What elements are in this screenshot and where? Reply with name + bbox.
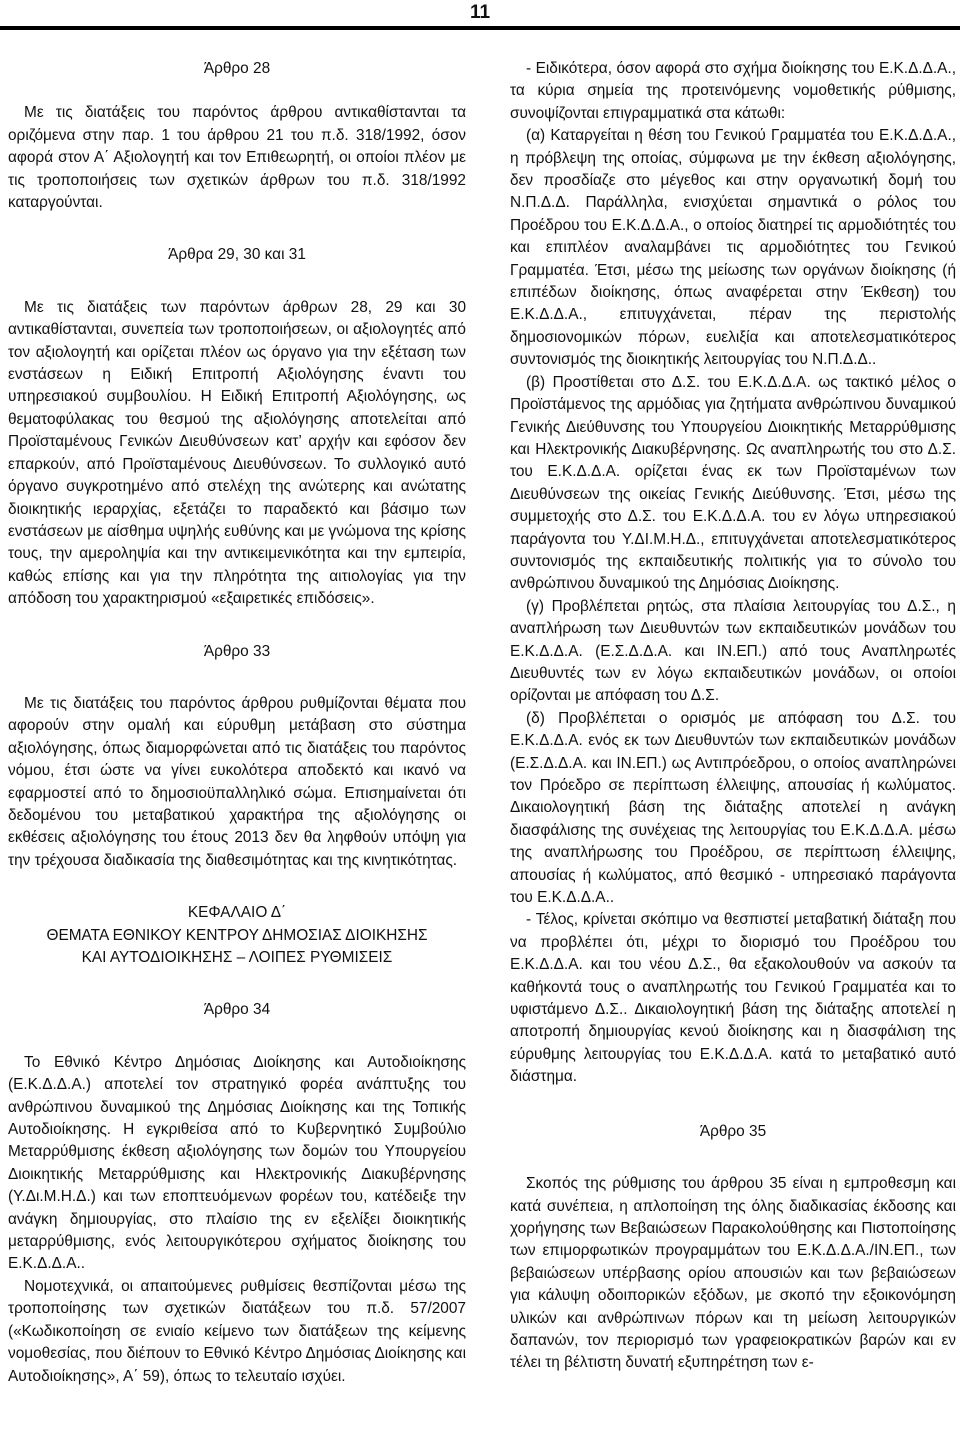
chapter-heading-line-2: ΘΕΜΑΤΑ ΕΘΝΙΚΟΥ ΚΕΝΤΡΟΥ ΔΗΜΟΣΙΑΣ ΔΙΟΙΚΗΣΗΣ <box>46 926 428 944</box>
article-34-paragraph-2: Νομοτεχνικά, οι απαιτούμενες ρυθμίσεις θεσπίζονται μέσω της τροποποίησης των σχετικών διατάξεων του π.δ. 57/2007 («Κωδικοποίηση σε ενιαίο κείμενο των διατάξεων της κείμενης νομοθεσίας, που διέπουν το Εθνικό Κέντρο Δημόσιας Διοίκησης και Αυτοδιοίκησης», Α΄ 59), όπως το τελευταίο ισχύει. <box>8 1277 466 1385</box>
article-29-31-title: Άρθρα 29, 30 και 31 <box>168 246 306 264</box>
right-paragraph-b: (β) Προστίθεται στο Δ.Σ. του Ε.Κ.Δ.Δ.Α. ως τακτικό μέλος ο Προϊστάμενος της αρμόδιας για ζητήματα ανθρώπινου δυναμικού Γενικής Διεύθυνσης του Υπουργείου Διοικητικής Μεταρρύθμισης και Ηλεκτρονικής Διακυβέρνησης. Ως αναπληρωτής του στο Δ.Σ. του Ε.Κ.Δ.Δ.Α. ορίζεται ένας εκ των Προϊσταμένων των Διευθύνσεων της οικείας Γενικής Διεύθυνσης. Έτσι, μέσω της συμμετοχής στο Δ.Σ. του Ε.Κ.Δ.Δ.Α. του εν λόγω υπηρεσιακού παράγοντα του Υ.ΔΙ.Μ.Η.Δ., επιτυγχάνεται αποτελεσματικότερος συντονισμός της εκπαιδευτικής πολιτικής για το σύνολο του ανθρώπινου δυναμικού της Δημόσιας Διοίκησης. <box>510 373 956 593</box>
header-rule <box>0 26 960 30</box>
article-35-title: Άρθρο 35 <box>699 1122 767 1140</box>
right-paragraph-c: (γ) Προβλέπεται ρητώς, στα πλαίσια λειτουργίας του Δ.Σ., η αναπλήρωση των Διευθυντών των εκπαιδευτικών μονάδων του Ε.Κ.Δ.Δ.Α. (Ε.Σ.Δ.Δ.Α. και ΙΝ.ΕΠ.) από τους Αναπληρωτές Διευθυντές των εν λόγω εκπαιδευτικών μονάδων, οι οποίοι ορίζονται με απόφαση του Δ.Σ. <box>510 597 956 705</box>
right-paragraph-a: (α) Καταργείται η θέση του Γενικού Γραμματέα του Ε.Κ.Δ.Δ.Α., η πρόβλεψη της οποίας, σύμφωνα με την έκθεση αξιολόγησης, δεν προσδίαζε στο μέγεθος και στην οργανωτική δομή του Ν.Π.Δ.Δ. Παράλληλα, ενισχύεται σημαντικά ο ρόλος του Προέδρου του Ε.Κ.Δ.Δ.Α., ο οποίος διατηρεί τις αρμοδιότητές του και επιπλέον αναλαμβάνει τις αρμοδιότητες του Γενικού Γραμματέα. Έτσι, μέσω της μείωσης των οργάνων διοίκησης (ή επιπέδων διοίκησης, όπως αναφέρεται στην Έκθεση) του Ε.Κ.Δ.Δ.Α., επιτυγχάνεται, πέραν της περιστολής δημοσιονομικών πόρων, ευελιξία και αποτελεσματικότερος συντονισμός της διοικητικής λειτουργίας του Ν.Π.Δ.Δ.. <box>510 127 956 369</box>
right-paragraph-d: (δ) Προβλέπεται ο ορισμός με απόφαση του Δ.Σ. του Ε.Κ.Δ.Δ.Α. ενός εκ των Διευθυντών των εκπαιδευτικών μονάδων (Ε.Σ.Δ.Δ.Α. και ΙΝ.ΕΠ.) ως Αντιπρόεδρου, ο οποίος αναπληρώνει τον Πρόεδρο σε περίπτωση έλλειψης, απουσίας ή κωλύματος. Δικαιολογητική βάση της διάταξης αποτελεί η ανάγκη διασφάλισης της συνέχειας της λειτουργίας του Ε.Κ.Δ.Δ.Α. μέσω της αναπλήρωσης του Προέδρου, σε περίπτωση έλλειψης, απουσίας ή κωλύματος, από θεσμικό - υπηρεσιακό παράγοντα του Ε.Κ.Δ.Δ.Α.. <box>510 709 956 907</box>
chapter-heading-line-3: ΚΑΙ ΑΥΤΟΔΙΟΙΚΗΣΗΣ – ΛΟΙΠΕΣ ΡΥΘΜΙΣΕΙΣ <box>81 949 393 966</box>
right-paragraph-final: - Τέλος, κρίνεται σκόπιμο να θεσπιστεί μεταβατική διάταξη που να προβλέπει ότι, μέχρι το διορισμό του Προέδρου του Ε.Κ.Δ.Δ.Α. και του νέου Δ.Σ., θα εξακολουθούν να ασκούν τα καθήκοντά τους ο αναπληρωτής του Γενικού Γραμματέα και το υφιστάμενο Δ.Σ.. Δικαιολογητική βάση της διάταξης αποτελεί η αποτροπή δημιουργίας κενού διοίκησης και η διασφάλιση της εύρυθμης λειτουργίας του Ε.Κ.Δ.Δ.Α. κατά το μεταβατικό αυτό διάστημα. <box>510 911 956 1086</box>
article-29-31-paragraph: Με τις διατάξεις των παρόντων άρθρων 28, 29 και 30 αντικαθίστανται, συνεπεία των τροποποιήσεων, οι αξιολογητές από τον αξιολογητή και ορίζεται πλέον ως όργανο για την εξέταση των ενστάσεων η Ειδική Επιτροπή Αξιολόγησης έναντι του υπηρεσιακού συμβουλίου. Η Ειδική Επιτροπή Αξιολόγησης, ως θεματοφύλακας του θεσμού της αξιολόγησης αποτελείται από Προϊσταμένους Γενικών Διευθύνσεων κατ’ αρχήν και εφόσον δεν επαρκούν, από Προϊσταμένους Διευθύνσεων. Το συλλογικό αυτό όργανο συγκροτημένο από στελέχη της ανώτερης και ανώτατης διοικητικής ιεραρχίας, εξετάζει το παραδεκτό και βάσιμο των ενστάσεων με αίσθημα υψηλής ευθύνης και με γνώμονα της κρίσης τους, την αμεροληψία και την αντικειμενικότητα και την εμπειρία, καθώς επίσης και για την πληρότητα της αιτιολογίας για την απόδοση του χαρακτηρισμού «εξαιρετικές επιδόσεις». <box>8 298 466 608</box>
chapter-heading-line-1: ΚΕΦΑΛΑΙΟ Δ΄ <box>187 904 287 922</box>
article-33-title: Άρθρο 33 <box>203 642 271 660</box>
left-column <box>8 58 466 1388</box>
article-28-paragraph: Με τις διατάξεις του παρόντος άρθρου αντικαθίστανται τα οριζόμενα στην παρ. 1 του άρθρου 21 του π.δ. 318/1992, όσον αφορά στον Α΄ Αξιολογητή και τον Επιθεωρητή, οι οποίοι πλέον με τις τροποποιήσεις των σχετικών άρθρων του π.δ. 318/1992 καταργούνται. <box>8 104 466 212</box>
article-28-title: Άρθρο 28 <box>203 60 271 77</box>
article-34-title: Άρθρο 34 <box>203 1001 271 1019</box>
right-paragraph-1: - Ειδικότερα, όσον αφορά στο σχήμα διοίκησης του Ε.Κ.Δ.Δ.Α., τα κύρια σημεία της προτεινόμενης νομοθετικής ρύθμισης, συνοψίζονται επιγραμματικά στα κάτωθι: <box>510 60 956 122</box>
article-35-paragraph: Σκοπός της ρύθμισης του άρθρου 35 είναι η εμπροθεσμη και κατά συνέπεια, η απλοποίηση της όλης διαδικασίας έκδοσης και χορήγησης των Βεβαιώσεων Παρακολούθησης και Πιστοποίησης των επιμορφωτικών προγραμμάτων του Ε.Κ.Δ.Δ.Α./ΙΝ.ΕΠ., των βεβαιώσεων υπέρβασης ορίου απουσιών και των βεβαιώσεων για κάλυψη οδοιπορικών εξόδων, με σκοπό την εξοικονόμηση υλικών και ανθρώπινων πόρων και τη μείωση λειτουργικών δαπανών, τον περιορισμό των γραφειοκρατικών βαρών και εν τέλει τη βέλτιστη δυνατή εξυπηρέτηση των ε- <box>510 1175 956 1372</box>
right-column <box>510 58 956 1375</box>
article-34-paragraph-1: Το Εθνικό Κέντρο Δημόσιας Διοίκησης και Αυτοδιοίκησης (Ε.Κ.Δ.Δ.Α.) αποτελεί τον στρατηγικό φορέα ανάπτυξης του ανθρώπινου δυναμικού της Δημόσιας Διοίκησης και της Τοπικής Αυτοδιοίκησης. Η εγκριθείσα από το Κυβερνητικό Συμβούλιο Μεταρρύθμισης έκθεση αξιολόγησης των δομών του Υπουργείου Διοικητικής Μεταρρύθμισης και Ηλεκτρονικής Διακυβέρνησης (Υ.Δι.Μ.Η.Δ.) και των εποπτευόμενων φορέων του, κατέδειξε την ανάγκη δημιουργίας, στο πλαίσιο της εν εξελίξει διοικητικής μεταρρύθμισης, ενός λειτουργικότερου σχήματος διοίκησης του Ε.Κ.Δ.Δ.Α.. <box>8 1053 466 1273</box>
article-33-paragraph: Με τις διατάξεις του παρόντος άρθρου ρυθμίζονται θέματα που αφορούν στην ομαλή και εύρυθμη μετάβαση στο σύστημα αξιολόγησης, όπως διαμορφώνεται από τις διατάξεις του παρόντος νόμου, έτσι ώστε να γίνει ευκολότερα αποδεκτό και ικανό να εφαρμοστεί από το δημοσιοϋπαλληλικό σώμα. Επισημαίνεται ότι δεδομένου του μεταβατικού χαρακτήρα της αξιολόγησης οι εκθέσεις αξιολόγησης του έτους 2013 δεν θα ληφθούν υπόψη για την τρέχουσα διαδικασία της διαθεσιμότητας και της κινητικότητας. <box>8 694 466 869</box>
page-number: 11 <box>469 2 491 23</box>
